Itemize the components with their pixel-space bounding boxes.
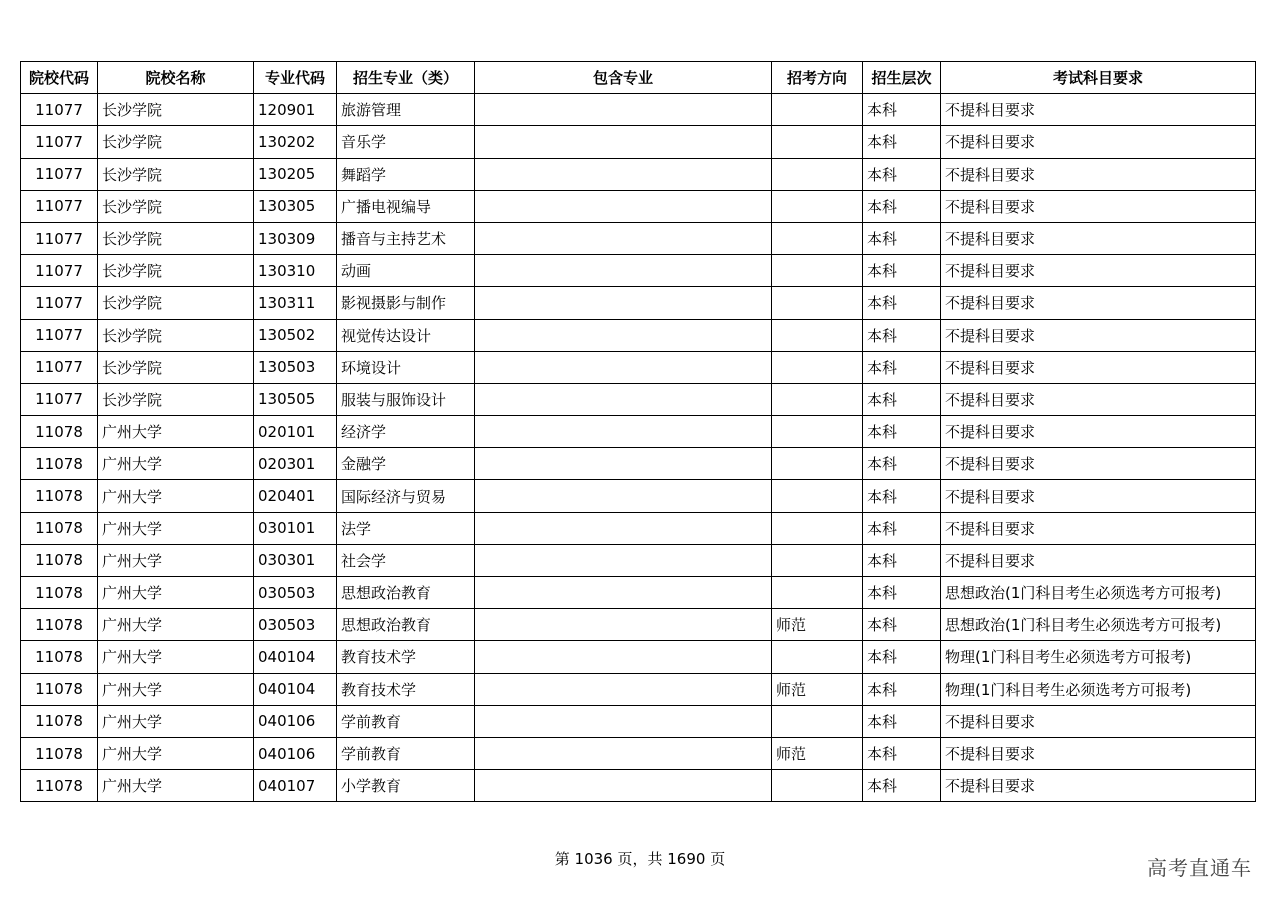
watermark-text: 高考直通车 [1147, 856, 1252, 880]
table-cell: 教育技术学 [337, 641, 475, 673]
table-cell: 本科 [863, 641, 941, 673]
table-cell [475, 351, 772, 383]
table-cell [772, 126, 863, 158]
table-cell: 11078 [21, 416, 98, 448]
table-cell [475, 480, 772, 512]
table-row [21, 94, 1256, 126]
table-cell: 11077 [21, 319, 98, 351]
table-row [21, 448, 1256, 480]
table-cell [475, 383, 772, 415]
table-cell: 舞蹈学 [337, 158, 475, 190]
table-cell: 长沙学院 [98, 383, 254, 415]
table-cell [475, 705, 772, 737]
table-cell: 广州大学 [98, 448, 254, 480]
table-cell: 本科 [863, 287, 941, 319]
table-cell: 不提科目要求 [941, 319, 1256, 351]
table-row [21, 319, 1256, 351]
table-cell: 11077 [21, 351, 98, 383]
table-cell: 11078 [21, 737, 98, 769]
table-cell: 长沙学院 [98, 351, 254, 383]
table-cell: 师范 [772, 673, 863, 705]
table-cell: 本科 [863, 416, 941, 448]
table-cell: 学前教育 [337, 705, 475, 737]
table-cell: 020401 [254, 480, 337, 512]
table-cell: 本科 [863, 673, 941, 705]
table-cell: 本科 [863, 383, 941, 415]
admission-table [20, 61, 1256, 802]
table-cell: 广州大学 [98, 480, 254, 512]
table-cell: 本科 [863, 351, 941, 383]
table-cell: 小学教育 [337, 770, 475, 802]
table-cell: 040104 [254, 641, 337, 673]
table-cell: 物理(1门科目考生必须选考方可报考) [941, 641, 1256, 673]
table-cell: 040106 [254, 705, 337, 737]
table-cell: 130311 [254, 287, 337, 319]
table-cell: 经济学 [337, 416, 475, 448]
table-cell: 本科 [863, 609, 941, 641]
table-cell [772, 222, 863, 254]
table-row [21, 737, 1256, 769]
table-cell: 11077 [21, 222, 98, 254]
table-cell [772, 448, 863, 480]
table-cell: 不提科目要求 [941, 512, 1256, 544]
table-cell: 130502 [254, 319, 337, 351]
table-body [21, 94, 1256, 802]
column-header: 院校代码 [21, 62, 98, 94]
table-cell: 广州大学 [98, 673, 254, 705]
table-cell: 不提科目要求 [941, 544, 1256, 576]
table-cell: 本科 [863, 158, 941, 190]
table-cell: 环境设计 [337, 351, 475, 383]
column-header: 院校名称 [98, 62, 254, 94]
table-row [21, 480, 1256, 512]
table-cell: 不提科目要求 [941, 705, 1256, 737]
column-header: 考试科目要求 [941, 62, 1256, 94]
column-header: 包含专业 [475, 62, 772, 94]
table-cell: 130202 [254, 126, 337, 158]
table-cell: 130505 [254, 383, 337, 415]
table-cell: 广州大学 [98, 512, 254, 544]
table-row [21, 770, 1256, 802]
table-row [21, 287, 1256, 319]
table-cell: 长沙学院 [98, 319, 254, 351]
table-cell [772, 94, 863, 126]
table-cell [772, 512, 863, 544]
table-cell: 不提科目要求 [941, 255, 1256, 287]
table-row [21, 641, 1256, 673]
table-row [21, 158, 1256, 190]
table-cell: 11078 [21, 609, 98, 641]
table-cell [772, 416, 863, 448]
page-footer: 第 1036 页，共 1690 页 [554, 850, 726, 868]
table-cell: 030301 [254, 544, 337, 576]
table-row [21, 126, 1256, 158]
table-cell: 本科 [863, 512, 941, 544]
table-cell: 长沙学院 [98, 158, 254, 190]
table-cell: 11078 [21, 705, 98, 737]
table-cell: 11077 [21, 383, 98, 415]
table-cell [475, 512, 772, 544]
table-cell: 思想政治教育 [337, 609, 475, 641]
table-cell [475, 190, 772, 222]
table-row [21, 383, 1256, 415]
table-cell [475, 448, 772, 480]
table-cell: 130305 [254, 190, 337, 222]
table-cell: 社会学 [337, 544, 475, 576]
table-cell: 教育技术学 [337, 673, 475, 705]
table-cell: 法学 [337, 512, 475, 544]
table-cell [475, 416, 772, 448]
table-cell: 播音与主持艺术 [337, 222, 475, 254]
table-cell: 不提科目要求 [941, 737, 1256, 769]
table-cell: 学前教育 [337, 737, 475, 769]
table-row [21, 222, 1256, 254]
table-cell [772, 190, 863, 222]
table-cell [772, 158, 863, 190]
table-cell: 130205 [254, 158, 337, 190]
table-cell: 11078 [21, 512, 98, 544]
table-row [21, 705, 1256, 737]
table-cell: 120901 [254, 94, 337, 126]
table-cell [475, 94, 772, 126]
table-cell: 师范 [772, 737, 863, 769]
table-cell: 不提科目要求 [941, 190, 1256, 222]
table-cell: 不提科目要求 [941, 158, 1256, 190]
table-cell: 视觉传达设计 [337, 319, 475, 351]
table-cell: 不提科目要求 [941, 416, 1256, 448]
table-cell: 长沙学院 [98, 190, 254, 222]
table-cell: 长沙学院 [98, 126, 254, 158]
table-row [21, 190, 1256, 222]
table-cell: 11078 [21, 480, 98, 512]
table-cell: 030503 [254, 609, 337, 641]
table-cell: 本科 [863, 577, 941, 609]
table-cell: 本科 [863, 190, 941, 222]
table-cell: 长沙学院 [98, 222, 254, 254]
table-cell [475, 641, 772, 673]
table-cell: 长沙学院 [98, 94, 254, 126]
table-cell [475, 126, 772, 158]
table-cell: 040106 [254, 737, 337, 769]
table-cell: 思想政治教育 [337, 577, 475, 609]
table-cell: 本科 [863, 544, 941, 576]
table-cell: 广州大学 [98, 544, 254, 576]
table-cell: 音乐学 [337, 126, 475, 158]
table-cell: 广播电视编导 [337, 190, 475, 222]
table-cell: 师范 [772, 609, 863, 641]
table-cell: 本科 [863, 737, 941, 769]
table-row [21, 544, 1256, 576]
table-cell: 长沙学院 [98, 255, 254, 287]
table-cell: 长沙学院 [98, 287, 254, 319]
table-cell: 物理(1门科目考生必须选考方可报考) [941, 673, 1256, 705]
table-cell: 本科 [863, 319, 941, 351]
table-cell [772, 577, 863, 609]
table-cell: 020301 [254, 448, 337, 480]
table-cell: 030503 [254, 577, 337, 609]
table-cell: 不提科目要求 [941, 126, 1256, 158]
column-header: 招生专业（类） [337, 62, 475, 94]
table-cell [475, 673, 772, 705]
table-cell: 030101 [254, 512, 337, 544]
table-cell: 国际经济与贸易 [337, 480, 475, 512]
table-cell: 11077 [21, 190, 98, 222]
table-cell [475, 544, 772, 576]
table-cell: 130310 [254, 255, 337, 287]
table-cell: 广州大学 [98, 416, 254, 448]
table-cell: 本科 [863, 480, 941, 512]
table-cell: 广州大学 [98, 641, 254, 673]
table-cell [772, 480, 863, 512]
table-cell: 广州大学 [98, 770, 254, 802]
table-cell [475, 609, 772, 641]
table-cell: 11078 [21, 577, 98, 609]
table-header-row [21, 62, 1256, 94]
table-cell [772, 770, 863, 802]
table-cell: 11078 [21, 770, 98, 802]
column-header: 招生层次 [863, 62, 941, 94]
table-cell [475, 577, 772, 609]
table-cell: 不提科目要求 [941, 448, 1256, 480]
table-cell: 020101 [254, 416, 337, 448]
table-cell: 本科 [863, 255, 941, 287]
table-cell: 不提科目要求 [941, 770, 1256, 802]
table-cell: 不提科目要求 [941, 480, 1256, 512]
column-header: 招考方向 [772, 62, 863, 94]
table-cell: 11077 [21, 287, 98, 319]
table-cell: 本科 [863, 705, 941, 737]
table-cell: 11077 [21, 126, 98, 158]
table-cell: 不提科目要求 [941, 287, 1256, 319]
table-cell: 思想政治(1门科目考生必须选考方可报考) [941, 609, 1256, 641]
table-cell: 本科 [863, 448, 941, 480]
table-row [21, 512, 1256, 544]
table-cell: 思想政治(1门科目考生必须选考方可报考) [941, 577, 1256, 609]
table-cell: 金融学 [337, 448, 475, 480]
table-cell [475, 158, 772, 190]
table-row [21, 351, 1256, 383]
table-cell [772, 255, 863, 287]
table-cell: 11078 [21, 544, 98, 576]
table-cell [772, 287, 863, 319]
table-row [21, 577, 1256, 609]
table-row [21, 255, 1256, 287]
table-row [21, 416, 1256, 448]
table-cell: 11077 [21, 255, 98, 287]
column-header: 专业代码 [254, 62, 337, 94]
table-cell: 不提科目要求 [941, 94, 1256, 126]
table-cell: 服装与服饰设计 [337, 383, 475, 415]
table-cell: 11078 [21, 673, 98, 705]
table-cell: 130503 [254, 351, 337, 383]
table-cell [475, 287, 772, 319]
table-cell: 动画 [337, 255, 475, 287]
table-cell: 影视摄影与制作 [337, 287, 475, 319]
table-cell [772, 383, 863, 415]
table-cell: 040104 [254, 673, 337, 705]
table-cell: 不提科目要求 [941, 222, 1256, 254]
table-row [21, 609, 1256, 641]
table-cell: 130309 [254, 222, 337, 254]
table-cell: 本科 [863, 94, 941, 126]
table-cell [772, 641, 863, 673]
table-cell: 040107 [254, 770, 337, 802]
table-cell: 旅游管理 [337, 94, 475, 126]
table-cell: 广州大学 [98, 577, 254, 609]
table-cell [475, 255, 772, 287]
table-cell [475, 319, 772, 351]
table-cell: 广州大学 [98, 609, 254, 641]
table-cell [475, 737, 772, 769]
table-cell: 广州大学 [98, 737, 254, 769]
table-cell: 本科 [863, 126, 941, 158]
table-cell: 不提科目要求 [941, 351, 1256, 383]
table-cell: 本科 [863, 222, 941, 254]
table-row [21, 673, 1256, 705]
table-cell [772, 351, 863, 383]
table-cell [772, 705, 863, 737]
table-cell: 11078 [21, 448, 98, 480]
table-cell: 不提科目要求 [941, 383, 1256, 415]
table-cell [475, 222, 772, 254]
table-cell: 11077 [21, 158, 98, 190]
table-cell [475, 770, 772, 802]
table-cell [772, 544, 863, 576]
table-cell: 11078 [21, 641, 98, 673]
table-cell: 广州大学 [98, 705, 254, 737]
table-cell: 11077 [21, 94, 98, 126]
table-cell: 本科 [863, 770, 941, 802]
table-cell [772, 319, 863, 351]
